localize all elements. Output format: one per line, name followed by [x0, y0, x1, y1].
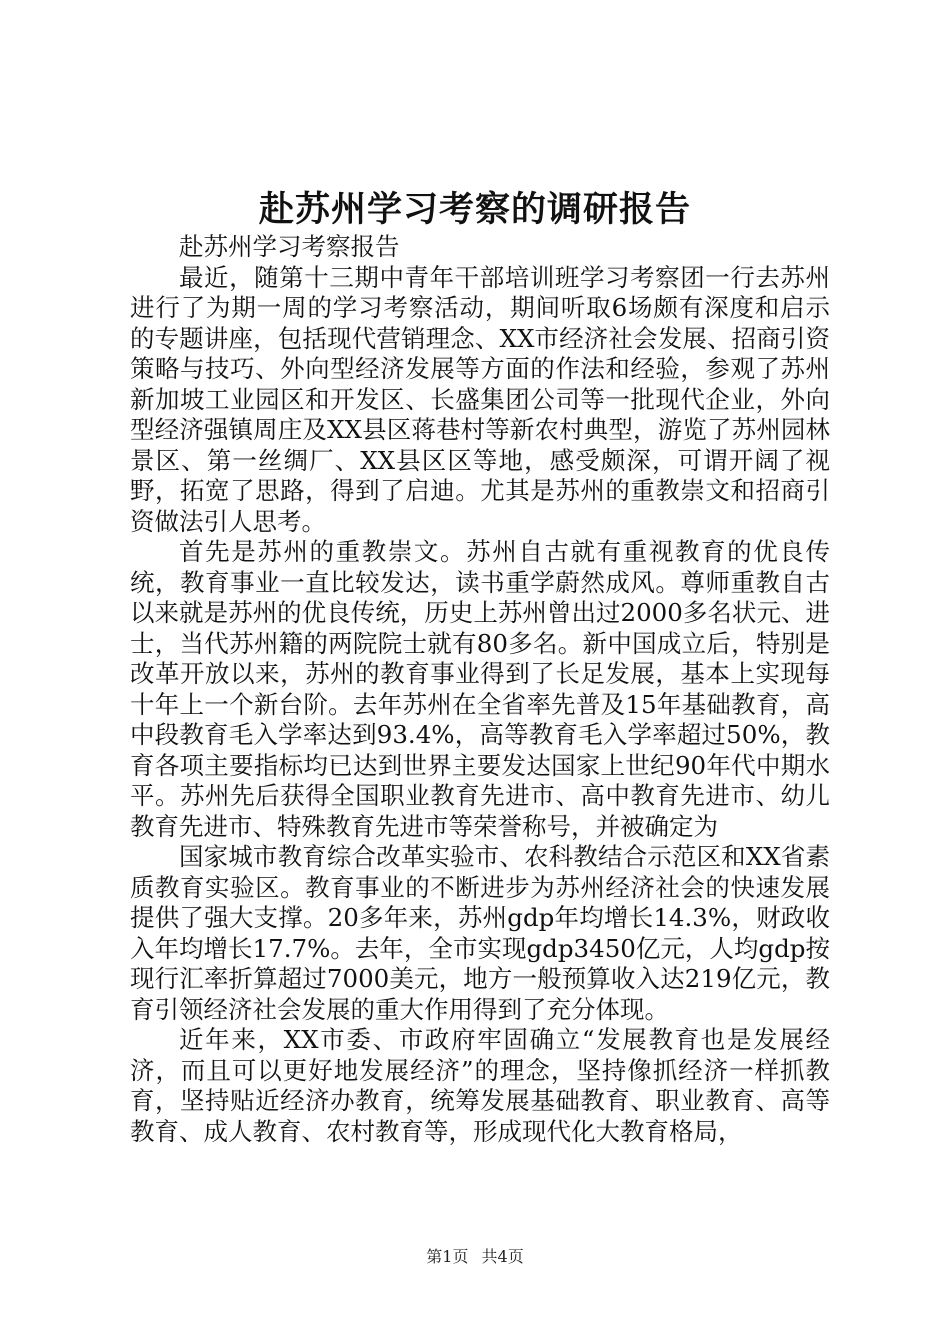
paragraph-reform: 国家城市教育综合改革实验市、农科教结合示范区和XX省素质教育实验区。教育事业的不断进步为苏州经济社会的快速发展提供了强大支撑。20多年来，苏州gdp年均增长14.3%，财政收入年均增长17.7%。去年，全市实现gdp3450亿元，人均gdp按现行汇率折算超过7000美元，地方一般预算收入达219亿元，教育引领经济社会发展的重大作用得到了充分体现。 [130, 842, 830, 1024]
paragraph-intro: 最近，随第十三期中青年干部培训班学习考察团一行去苏州进行了为期一周的学习考察活动，期间听取6场颇有深度和启示的专题讲座，包括现代营销理念、XX市经济社会发展、招商引资策略与技巧、外向型经济发展等方面的作法和经验，参观了苏州新加坡工业园区和开发区、长盛集团公司等一批现代企业，外向型经济强镇周庄及XX县区蒋巷村等新农村典型，游览了苏州园林景区、第一丝绸厂、XX县区区等地，感受颇深，可谓开阔了视野，拓宽了思路，得到了启迪。尤其是苏州的重教崇文和招商引资做法引人思考。 [130, 262, 830, 536]
document-title: 赴苏州学习考察的调研报告 [258, 189, 691, 230]
page-footer [0, 1246, 950, 1268]
document-body [130, 232, 830, 1147]
paragraph-policy: 近年来，XX市委、市政府牢固确立“发展教育也是发展经济，而且可以更好地发展经济”的理念，坚持像抓经济一样抓教育，坚持贴近经济办教育，统筹发展基础教育、职业教育、高等教育、成人教育、农村教育等，形成现代化大教育格局， [130, 1025, 830, 1146]
page-number: 第1页 [426, 1247, 469, 1266]
page-total: 共4页 [481, 1247, 524, 1266]
paragraph-subtitle: 赴苏州学习考察报告 [179, 232, 400, 261]
paragraph-education: 首先是苏州的重教崇文。苏州自古就有重视教育的优良传统，教育事业一直比较发达，读书重学蔚然成风。尊师重教自古以来就是苏州的优良传统，历史上苏州曾出过2000多名状元、进士，当代苏州籍的两院院士就有80多名。新中国成立后，特别是改革开放以来，苏州的教育事业得到了长足发展，基本上实现每十年上一个新台阶。去年苏州在全省率先普及15年基础教育，高中段教育毛入学率达到93.4%，高等教育毛入学率超过50%，教育各项主要指标均已达到世界主要发达国家上世纪90年代中期水平。苏州先后获得全国职业教育先进市、高中教育先进市、幼儿教育先进市、特殊教育先进市等荣誉称号，并被确定为 [130, 537, 830, 841]
